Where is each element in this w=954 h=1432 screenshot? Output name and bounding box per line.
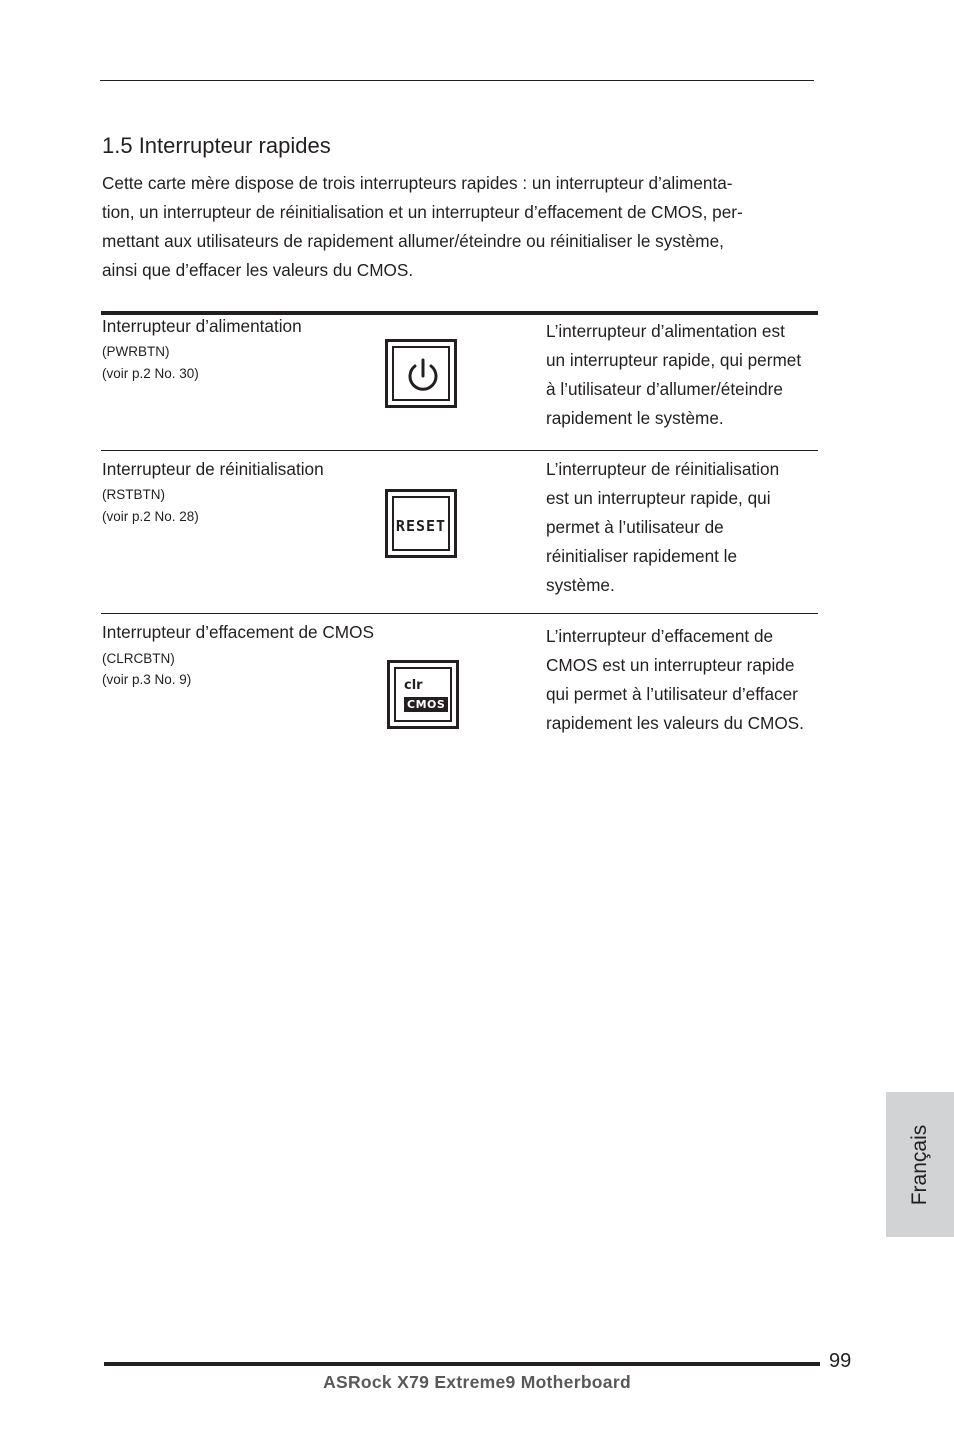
description-line: un interrupteur rapide, qui permet [546,350,802,370]
description-line: qui permet à l’utilisateur d’effacer [546,684,798,704]
reset-icon [385,489,457,558]
clear-cmos-icon-top-label: clr [404,678,423,693]
description-line: L’interrupteur de réinitialisation [546,459,780,479]
clear-cmos-icon [387,660,459,729]
description-line: est un interrupteur rapide, qui [546,488,771,508]
row-divider [101,450,818,451]
clear-cmos-icon-bottom-label: CMOS [404,697,448,712]
reset-switch-name: Interrupteur de réinitialisation [102,459,324,479]
section-title: 1.5 Interrupteur rapides [102,133,331,158]
intro-line: Cette carte mère dispose de trois interrupteurs rapides : un interrupteur d’alimenta- [102,173,733,193]
power-switch-description [546,317,801,433]
description-line: système. [546,575,615,595]
description-line: rapidement les valeurs du CMOS. [546,713,804,733]
reset-switch-code: (RSTBTN) [102,487,165,502]
power-switch-ref: (voir p.2 No. 30) [102,366,199,381]
power-switch-name: Interrupteur d’alimentation [102,316,302,336]
clear-cmos-switch-code: (CLRCBTN) [102,651,175,666]
power-icon [385,339,457,408]
language-label: Français [908,1124,931,1205]
description-line: réinitialiser rapidement le [546,546,738,566]
table-top-rule [101,311,818,315]
description-line: permet à l’utilisateur de [546,517,724,537]
description-line: CMOS est un interrupteur rapide [546,655,795,675]
description-line: à l’utilisateur d’allumer/éteindre [546,379,783,399]
bottom-rule [104,1362,820,1366]
clear-cmos-switch-ref: (voir p.3 No. 9) [102,672,192,687]
top-rule [100,80,814,81]
description-line: L’interrupteur d’alimentation est [546,321,785,341]
power-switch-code: (PWRBTN) [102,344,170,359]
intro-line: tion, un interrupteur de réinitialisation et un interrupteur d’effacement de CMOS, per- [102,202,743,222]
language-side-tab [886,1092,954,1237]
intro-line: mettant aux utilisateurs de rapidement allumer/éteindre ou réinitialiser le système, [102,231,724,251]
clear-cmos-switch-name: Interrupteur d’effacement de CMOS [102,622,374,642]
page-number: 99 [829,1350,852,1372]
intro-paragraph [102,169,822,285]
clear-cmos-switch-description [546,622,804,738]
reset-switch-ref: (voir p.2 No. 28) [102,509,199,524]
intro-line: ainsi que d’effacer les valeurs du CMOS. [102,260,414,280]
row-divider [101,613,818,614]
reset-icon-label: RESET [395,517,447,535]
description-line: rapidement le système. [546,408,724,428]
footer-text: ASRock X79 Extreme9 Motherboard [323,1372,631,1392]
description-line: L’interrupteur d’effacement de [546,626,774,646]
reset-switch-description [546,455,779,600]
